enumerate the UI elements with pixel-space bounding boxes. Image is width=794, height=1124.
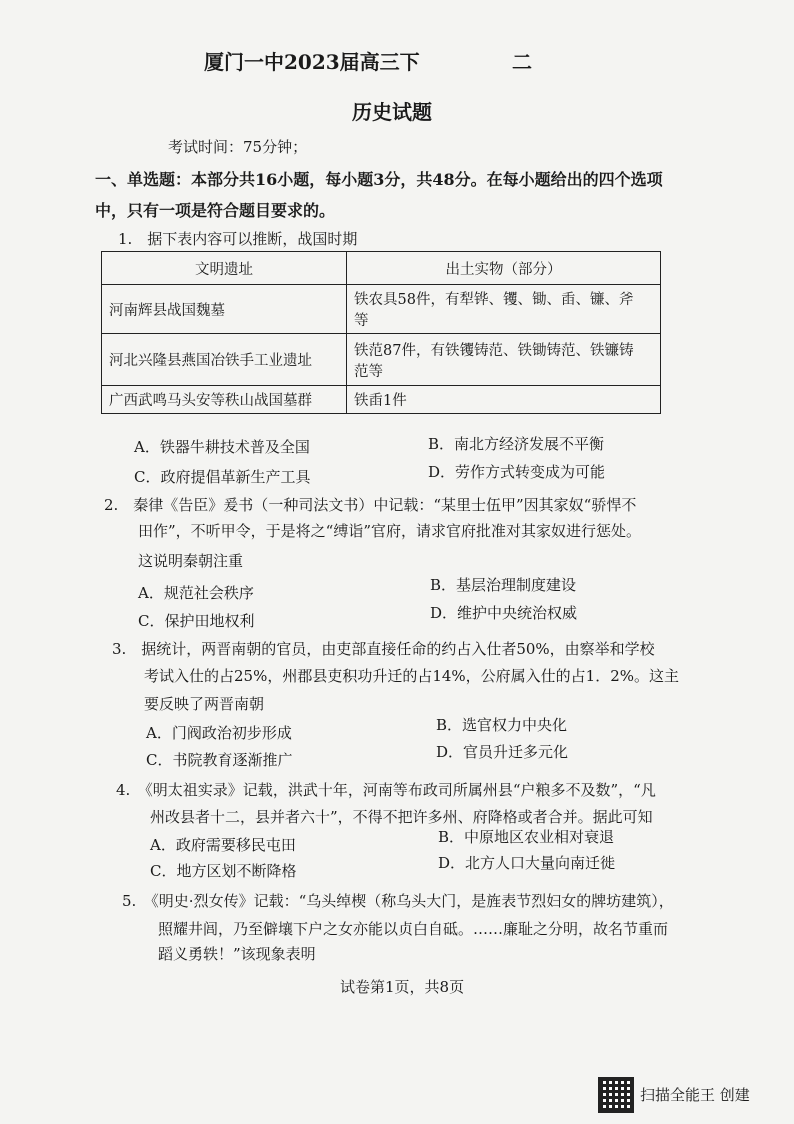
q2-option-d: D．维护中央统治权威	[430, 604, 578, 622]
table-row	[102, 386, 661, 414]
q2-option-a: A．规范社会秩序	[138, 584, 254, 602]
q3-option-c: C．书院教育逐渐推广	[146, 751, 293, 769]
table-row	[102, 334, 661, 386]
table-cell: 河北兴隆县燕国冶铁手工业遗址	[102, 334, 347, 386]
q3-option-b: B．选官权力中央化	[436, 716, 568, 734]
qr-code-icon	[598, 1077, 634, 1113]
exam-number: 二	[512, 50, 532, 74]
exam-time: 考试时间：75分钟；	[168, 138, 308, 156]
table-header: 出土实物（部分）	[347, 252, 661, 285]
q3-option-a: A．门阀政治初步形成	[146, 724, 292, 742]
table-cell: 铁臿1件	[347, 386, 661, 414]
section-instruction-line1: 一、单选题：本部分共16小题，每小题3分，共48分。在每小题给出的四个选项	[95, 170, 663, 189]
q2-line2: 田作”，不听甲令，于是将之“缚诣”官府，请求官府批准对其家奴进行惩处。	[138, 522, 642, 540]
section-instruction-line2: 中，只有一项是符合题目要求的。	[95, 201, 336, 220]
table-cell: 铁农具58件，有犁铧、䦆、锄、臿、镰、斧 等	[347, 285, 661, 334]
table-cell: 铁范87件，有铁䦆铸范、铁锄铸范、铁镰铸 范等	[347, 334, 661, 386]
q1-stem: 1. 据下表内容可以推断，战国时期	[118, 230, 358, 248]
q4-line1: 4. 《明太祖实录》记载，洪武十年，河南等布政司所属州县“户粮多不及数”，“凡	[116, 781, 656, 799]
q1-option-a: A．铁器牛耕技术普及全国	[134, 438, 310, 456]
table-header: 文明遗址	[102, 252, 347, 285]
q1-option-c: C．政府提倡革新生产工具	[134, 468, 311, 486]
q3-line2: 考试入仕的占25%，州郡县吏积功升迁的占14%，公府属入仕的占1．2%。这主	[144, 667, 680, 685]
q5-line1: 5. 《明史·烈女传》记载：“乌头绰楔（称乌头大门，是旌表节烈妇女的牌坊建筑），	[122, 892, 674, 910]
table-row	[102, 285, 661, 334]
q3-line1: 3. 据统计，两晋南朝的官员，由吏部直接任命的约占入仕者50%，由察举和学校	[112, 640, 655, 658]
q4-option-a: A．政府需要移民屯田	[150, 836, 296, 854]
q4-option-c: C．地方区划不断降格	[150, 862, 297, 880]
q3-line3: 要反映了两晋南朝	[144, 695, 265, 713]
q5-line2: 照耀井闾，乃至僻壤下户之女亦能以贞白自砥。……廉耻之分明，故名节重而	[158, 920, 669, 938]
q2-option-c: C．保护田地权利	[138, 612, 255, 630]
q1-table	[101, 251, 661, 414]
q4-option-b: B．中原地区农业相对衰退	[438, 828, 615, 846]
page-footer: 试卷第1页，共8页	[340, 978, 465, 996]
table-cell: 广西武鸣马头安等秩山战国墓群	[102, 386, 347, 414]
q3-option-d: D．官员升迁多元化	[436, 743, 569, 761]
q2-option-b: B．基层治理制度建设	[430, 576, 577, 594]
exam-title: 厦门一中2023届高三下	[204, 50, 420, 74]
subject-title: 历史试题	[352, 100, 432, 124]
q1-option-d: D．劳作方式转变成为可能	[428, 463, 606, 481]
q4-line2: 州改县者十二，县并者六十”，不得不把许多州、府降格或者合并。据此可知	[150, 808, 653, 826]
q4-option-d: D．北方人口大量向南迁徙	[438, 854, 616, 872]
q1-option-b: B．南北方经济发展不平衡	[428, 435, 605, 453]
q2-line1: 2. 秦律《告臣》爰书（一种司法文书）中记载：“某里士伍甲”因其家奴“骄悍不	[104, 496, 637, 514]
scanner-watermark: 扫描全能王 创建	[640, 1086, 750, 1104]
table-cell: 河南辉县战国魏墓	[102, 285, 347, 334]
q2-line3: 这说明秦朝注重	[138, 552, 244, 570]
q5-line3: 蹈义勇轶！”该现象表明	[158, 945, 316, 963]
